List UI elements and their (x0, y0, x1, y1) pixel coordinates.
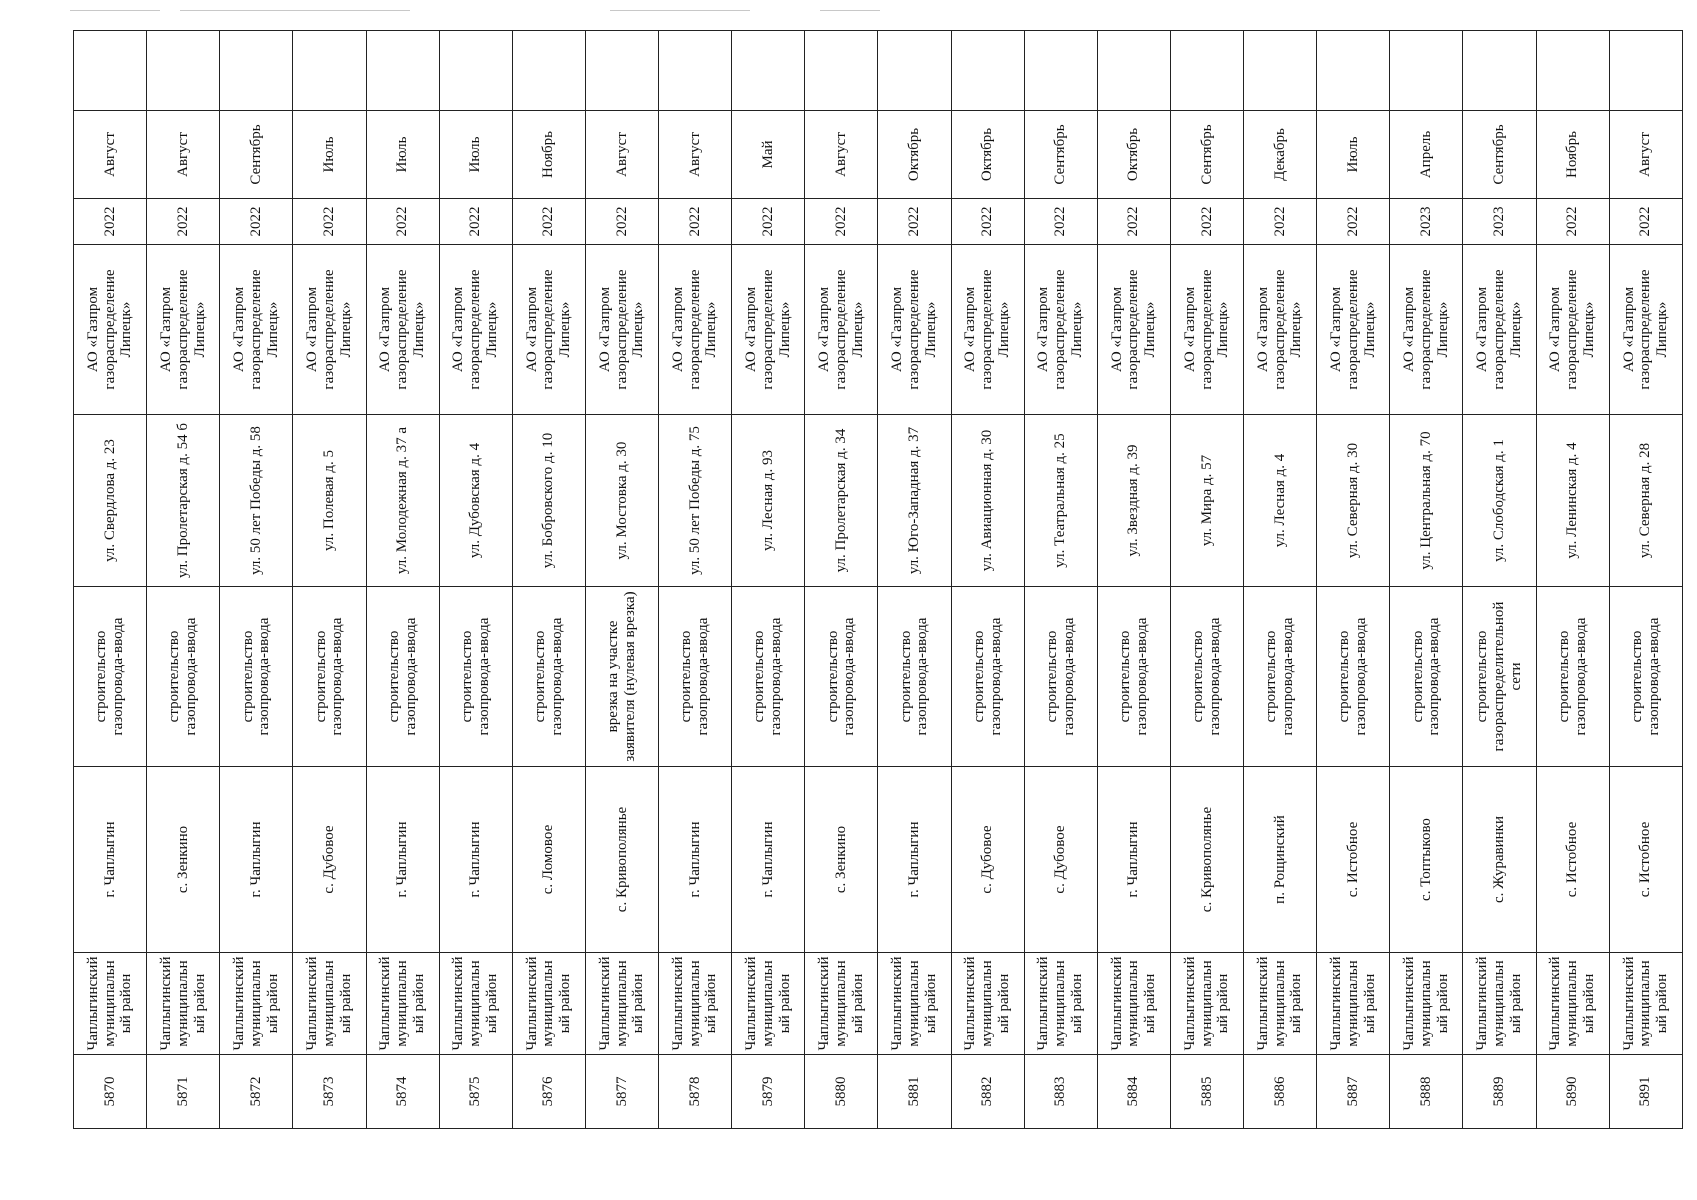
month-cell: Ноябрь (1536, 111, 1609, 199)
month-cell: Август (659, 111, 732, 199)
empty-trailing-cell (585, 31, 658, 111)
row-number-cell: 5879 (732, 1055, 805, 1129)
month-cell: Ноябрь (512, 111, 585, 199)
row-number-cell: 5883 (1024, 1055, 1097, 1129)
year-cell: 2023 (1390, 199, 1463, 245)
scan-artifact-line (820, 10, 880, 11)
table-row (220, 31, 293, 1129)
row-number-cell: 5872 (220, 1055, 293, 1129)
district-cell: Чаплыгинский муниципальный район (220, 953, 293, 1055)
address-cell: ул. Полевая д. 5 (293, 415, 366, 587)
empty-trailing-cell (1463, 31, 1536, 111)
table-row (366, 31, 439, 1129)
organization-cell: АО «Газпром газораспределение Липецк» (951, 245, 1024, 415)
organization-cell: АО «Газпром газораспределение Липецк» (659, 245, 732, 415)
year-cell: 2022 (1097, 199, 1170, 245)
address-cell: ул. 50 лет Победы д. 58 (220, 415, 293, 587)
organization-cell: АО «Газпром газораспределение Липецк» (1097, 245, 1170, 415)
month-cell: Июль (439, 111, 512, 199)
scan-artifact-line (180, 10, 410, 11)
address-cell: ул. Северная д. 28 (1609, 415, 1682, 587)
row-number-cell: 5874 (366, 1055, 439, 1129)
year-cell: 2022 (1170, 199, 1243, 245)
empty-trailing-cell (366, 31, 439, 111)
work-type-cell: строительство газопровода-ввода (74, 587, 147, 767)
address-cell: ул. Лесная д. 93 (732, 415, 805, 587)
year-cell: 2022 (732, 199, 805, 245)
month-cell: Август (805, 111, 878, 199)
year-cell: 2022 (805, 199, 878, 245)
settlement-cell: с. Кривополянье (1170, 767, 1243, 953)
row-number-cell: 5870 (74, 1055, 147, 1129)
settlement-cell: с. Ломовое (512, 767, 585, 953)
district-cell: Чаплыгинский муниципальный район (1390, 953, 1463, 1055)
organization-cell: АО «Газпром газораспределение Липецк» (805, 245, 878, 415)
settlement-cell: с. Кривополянье (585, 767, 658, 953)
empty-trailing-cell (1390, 31, 1463, 111)
work-type-cell: строительство газопровода-ввода (1024, 587, 1097, 767)
empty-trailing-cell (74, 31, 147, 111)
address-cell: ул. Молодежная д. 37 а (366, 415, 439, 587)
district-cell: Чаплыгинский муниципальный район (439, 953, 512, 1055)
address-cell: ул. Слободская д. 1 (1463, 415, 1536, 587)
district-cell: Чаплыгинский муниципальный район (878, 953, 951, 1055)
table-row (951, 31, 1024, 1129)
table-row (74, 31, 147, 1129)
row-number-cell: 5889 (1463, 1055, 1536, 1129)
address-cell: ул. Театральная д. 25 (1024, 415, 1097, 587)
organization-cell: АО «Газпром газораспределение Липецк» (1170, 245, 1243, 415)
settlement-cell: с. Истобное (1536, 767, 1609, 953)
empty-trailing-cell (1317, 31, 1390, 111)
year-cell: 2022 (366, 199, 439, 245)
row-number-cell: 5873 (293, 1055, 366, 1129)
year-cell: 2022 (1609, 199, 1682, 245)
settlement-cell: п. Рощинский (1244, 767, 1317, 953)
row-number-cell: 5881 (878, 1055, 951, 1129)
table-row (1097, 31, 1170, 1129)
organization-cell: АО «Газпром газораспределение Липецк» (1244, 245, 1317, 415)
month-cell: Сентябрь (1463, 111, 1536, 199)
work-type-cell: строительство газопровода-ввода (147, 587, 220, 767)
table-row (293, 31, 366, 1129)
work-type-cell: строительство газопровода-ввода (1317, 587, 1390, 767)
table-row (805, 31, 878, 1129)
table-row (1609, 31, 1682, 1129)
empty-trailing-cell (1097, 31, 1170, 111)
month-cell: Июль (293, 111, 366, 199)
settlement-cell: с. Зенкино (147, 767, 220, 953)
table-row (1170, 31, 1243, 1129)
empty-trailing-cell (147, 31, 220, 111)
year-cell: 2022 (147, 199, 220, 245)
address-cell: ул. Ленинская д. 4 (1536, 415, 1609, 587)
work-type-cell: строительство газопровода-ввода (439, 587, 512, 767)
organization-cell: АО «Газпром газораспределение Липецк» (1317, 245, 1390, 415)
organization-cell: АО «Газпром газораспределение Липецк» (439, 245, 512, 415)
address-cell: ул. Мостовка д. 30 (585, 415, 658, 587)
empty-trailing-cell (659, 31, 732, 111)
work-type-cell: строительство газопровода-ввода (1536, 587, 1609, 767)
gasification-registry-table (73, 30, 1683, 1129)
month-cell: Август (1609, 111, 1682, 199)
row-number-cell: 5882 (951, 1055, 1024, 1129)
table-row (1390, 31, 1463, 1129)
district-cell: Чаплыгинский муниципальный район (147, 953, 220, 1055)
table-row (732, 31, 805, 1129)
year-cell: 2022 (220, 199, 293, 245)
organization-cell: АО «Газпром газораспределение Липецк» (1024, 245, 1097, 415)
month-cell: Июль (1317, 111, 1390, 199)
empty-trailing-cell (439, 31, 512, 111)
settlement-cell: г. Чаплыгин (366, 767, 439, 953)
work-type-cell: строительство газопровода-ввода (732, 587, 805, 767)
month-cell: Сентябрь (1170, 111, 1243, 199)
row-number-cell: 5891 (1609, 1055, 1682, 1129)
empty-trailing-cell (878, 31, 951, 111)
work-type-cell: строительство газопровода-ввода (878, 587, 951, 767)
settlement-cell: с. Истобное (1317, 767, 1390, 953)
empty-trailing-cell (1536, 31, 1609, 111)
organization-cell: АО «Газпром газораспределение Липецк» (1536, 245, 1609, 415)
address-cell: ул. Лесная д. 4 (1244, 415, 1317, 587)
organization-cell: АО «Газпром газораспределение Липецк» (512, 245, 585, 415)
month-cell: Сентябрь (1024, 111, 1097, 199)
district-cell: Чаплыгинский муниципальный район (805, 953, 878, 1055)
row-number-cell: 5888 (1390, 1055, 1463, 1129)
year-cell: 2022 (1244, 199, 1317, 245)
settlement-cell: г. Чаплыгин (659, 767, 732, 953)
empty-trailing-cell (1609, 31, 1682, 111)
month-cell: Август (585, 111, 658, 199)
year-cell: 2022 (659, 199, 732, 245)
table-row (1536, 31, 1609, 1129)
address-cell: ул. Юго-Западная д. 37 (878, 415, 951, 587)
address-cell: ул. 50 лет Победы д. 75 (659, 415, 732, 587)
empty-trailing-cell (220, 31, 293, 111)
work-type-cell: строительство газопровода-ввода (293, 587, 366, 767)
organization-cell: АО «Газпром газораспределение Липецк» (147, 245, 220, 415)
empty-trailing-cell (951, 31, 1024, 111)
organization-cell: АО «Газпром газораспределение Липецк» (1390, 245, 1463, 415)
table-row (585, 31, 658, 1129)
year-cell: 2022 (439, 199, 512, 245)
row-number-cell: 5890 (1536, 1055, 1609, 1129)
table-row (147, 31, 220, 1129)
row-number-cell: 5885 (1170, 1055, 1243, 1129)
district-cell: Чаплыгинский муниципальный район (1170, 953, 1243, 1055)
settlement-cell: г. Чаплыгин (732, 767, 805, 953)
month-cell: Апрель (1390, 111, 1463, 199)
empty-trailing-cell (512, 31, 585, 111)
work-type-cell: строительство газопровода-ввода (951, 587, 1024, 767)
address-cell: ул. Пролетарская д. 54 б (147, 415, 220, 587)
empty-trailing-cell (1024, 31, 1097, 111)
table-row (1024, 31, 1097, 1129)
address-cell: ул. Дубовская д. 4 (439, 415, 512, 587)
district-cell: Чаплыгинский муниципальный район (659, 953, 732, 1055)
empty-trailing-cell (805, 31, 878, 111)
settlement-cell: г. Чаплыгин (878, 767, 951, 953)
empty-trailing-cell (732, 31, 805, 111)
district-cell: Чаплыгинский муниципальный район (1609, 953, 1682, 1055)
district-cell: Чаплыгинский муниципальный район (512, 953, 585, 1055)
month-cell: Июль (366, 111, 439, 199)
year-cell: 2022 (74, 199, 147, 245)
settlement-cell: г. Чаплыгин (1097, 767, 1170, 953)
organization-cell: АО «Газпром газораспределение Липецк» (878, 245, 951, 415)
year-cell: 2022 (1317, 199, 1390, 245)
year-cell: 2022 (585, 199, 658, 245)
rotated-document-sheet (73, 31, 1683, 1129)
work-type-cell: строительство газопровода-ввода (366, 587, 439, 767)
district-cell: Чаплыгинский муниципальный район (1244, 953, 1317, 1055)
table-row (1463, 31, 1536, 1129)
work-type-cell: строительство газораспределительной сети (1463, 587, 1536, 767)
settlement-cell: с. Дубовое (293, 767, 366, 953)
row-number-cell: 5877 (585, 1055, 658, 1129)
organization-cell: АО «Газпром газораспределение Липецк» (585, 245, 658, 415)
address-cell: ул. Северная д. 30 (1317, 415, 1390, 587)
settlement-cell: с. Зенкино (805, 767, 878, 953)
settlement-cell: с. Дубовое (1024, 767, 1097, 953)
district-cell: Чаплыгинский муниципальный район (74, 953, 147, 1055)
year-cell: 2022 (1536, 199, 1609, 245)
address-cell: ул. Мира д. 57 (1170, 415, 1243, 587)
district-cell: Чаплыгинский муниципальный район (1317, 953, 1390, 1055)
district-cell: Чаплыгинский муниципальный район (366, 953, 439, 1055)
year-cell: 2022 (878, 199, 951, 245)
organization-cell: АО «Газпром газораспределение Липецк» (74, 245, 147, 415)
settlement-cell: г. Чаплыгин (439, 767, 512, 953)
organization-cell: АО «Газпром газораспределение Липецк» (293, 245, 366, 415)
row-number-cell: 5884 (1097, 1055, 1170, 1129)
row-number-cell: 5878 (659, 1055, 732, 1129)
address-cell: ул. Центральная д. 70 (1390, 415, 1463, 587)
district-cell: Чаплыгинский муниципальный район (732, 953, 805, 1055)
year-cell: 2022 (512, 199, 585, 245)
work-type-cell: строительство газопровода-ввода (659, 587, 732, 767)
row-number-cell: 5886 (1244, 1055, 1317, 1129)
address-cell: ул. Бобровского д. 10 (512, 415, 585, 587)
row-number-cell: 5880 (805, 1055, 878, 1129)
organization-cell: АО «Газпром газораспределение Липецк» (366, 245, 439, 415)
table-row (439, 31, 512, 1129)
work-type-cell: строительство газопровода-ввода (1244, 587, 1317, 767)
organization-cell: АО «Газпром газораспределение Липецк» (220, 245, 293, 415)
table-row (659, 31, 732, 1129)
work-type-cell: строительство газопровода-ввода (1170, 587, 1243, 767)
empty-trailing-cell (1170, 31, 1243, 111)
work-type-cell: строительство газопровода-ввода (805, 587, 878, 767)
table-row (878, 31, 951, 1129)
row-number-cell: 5875 (439, 1055, 512, 1129)
district-cell: Чаплыгинский муниципальный район (1097, 953, 1170, 1055)
organization-cell: АО «Газпром газораспределение Липецк» (1463, 245, 1536, 415)
year-cell: 2023 (1463, 199, 1536, 245)
month-cell: Август (147, 111, 220, 199)
organization-cell: АО «Газпром газораспределение Липецк» (732, 245, 805, 415)
work-type-cell: врезка на участке заявителя (нулевая врезка) (585, 587, 658, 767)
settlement-cell: г. Чаплыгин (220, 767, 293, 953)
work-type-cell: строительство газопровода-ввода (1097, 587, 1170, 767)
settlement-cell: с. Истобное (1609, 767, 1682, 953)
address-cell: ул. Звездная д. 39 (1097, 415, 1170, 587)
work-type-cell: строительство газопровода-ввода (1390, 587, 1463, 767)
organization-cell: АО «Газпром газораспределение Липецк» (1609, 245, 1682, 415)
settlement-cell: г. Чаплыгин (74, 767, 147, 953)
month-cell: Декабрь (1244, 111, 1317, 199)
empty-trailing-cell (1244, 31, 1317, 111)
district-cell: Чаплыгинский муниципальный район (1463, 953, 1536, 1055)
settlement-cell: с. Топтыково (1390, 767, 1463, 953)
settlement-cell: с. Дубовое (951, 767, 1024, 953)
district-cell: Чаплыгинский муниципальный район (1024, 953, 1097, 1055)
district-cell: Чаплыгинский муниципальный район (1536, 953, 1609, 1055)
scan-artifact-line (610, 10, 750, 11)
table-row (1317, 31, 1390, 1129)
empty-trailing-cell (293, 31, 366, 111)
address-cell: ул. Пролетарская д. 34 (805, 415, 878, 587)
work-type-cell: строительство газопровода-ввода (512, 587, 585, 767)
table-row (512, 31, 585, 1129)
row-number-cell: 5876 (512, 1055, 585, 1129)
month-cell: Сентябрь (220, 111, 293, 199)
month-cell: Октябрь (878, 111, 951, 199)
table-body (74, 31, 1683, 1129)
settlement-cell: с. Журавинки (1463, 767, 1536, 953)
month-cell: Май (732, 111, 805, 199)
district-cell: Чаплыгинский муниципальный район (293, 953, 366, 1055)
year-cell: 2022 (1024, 199, 1097, 245)
row-number-cell: 5887 (1317, 1055, 1390, 1129)
work-type-cell: строительство газопровода-ввода (220, 587, 293, 767)
table-row (1244, 31, 1317, 1129)
month-cell: Октябрь (1097, 111, 1170, 199)
district-cell: Чаплыгинский муниципальный район (951, 953, 1024, 1055)
district-cell: Чаплыгинский муниципальный район (585, 953, 658, 1055)
row-number-cell: 5871 (147, 1055, 220, 1129)
work-type-cell: строительство газопровода-ввода (1609, 587, 1682, 767)
month-cell: Октябрь (951, 111, 1024, 199)
month-cell: Август (74, 111, 147, 199)
year-cell: 2022 (951, 199, 1024, 245)
address-cell: ул. Авиационная д. 30 (951, 415, 1024, 587)
year-cell: 2022 (293, 199, 366, 245)
address-cell: ул. Свердлова д. 23 (74, 415, 147, 587)
scan-artifact-line (70, 10, 160, 11)
